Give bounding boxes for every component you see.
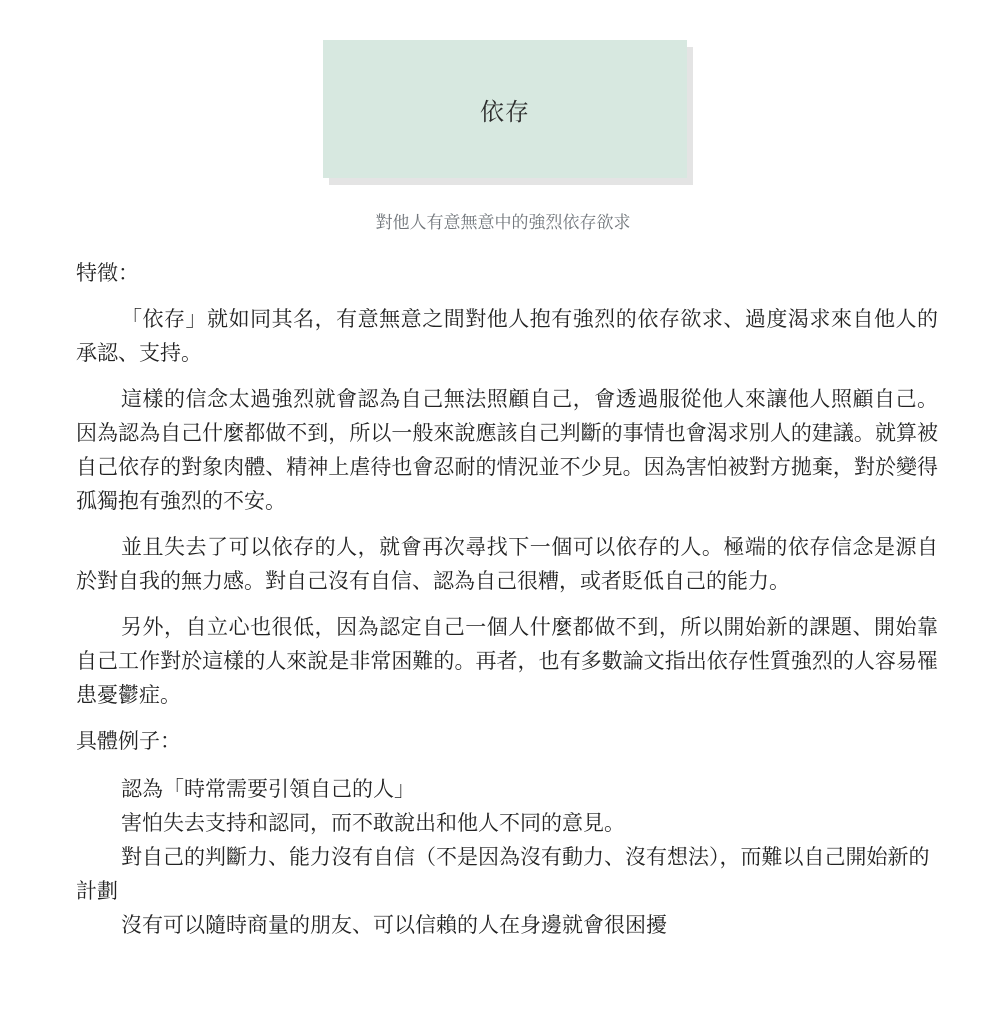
features-paragraph: 並且失去了可以依存的人，就會再次尋找下一個可以依存的人。極端的依存信念是源自於對自我的無力感。對自己沒有自信、認為自己很糟，或者貶低自己的能力。 xyxy=(76,535,938,593)
example-item: 對自己的判斷力、能力沒有自信（不是因為沒有動力、沒有想法），而難以自己開始新的計劃 xyxy=(76,845,930,903)
card-caption: 對他人有意無意中的強烈依存欲求 xyxy=(375,213,631,233)
features-heading: 特徵： xyxy=(76,261,139,285)
article-body xyxy=(76,256,938,942)
example-item: 沒有可以隨時商量的朋友、可以信賴的人在身邊就會很困擾 xyxy=(121,913,667,937)
examples-heading: 具體例子： xyxy=(76,729,181,753)
features-paragraph: 這樣的信念太過強烈就會認為自己無法照顧自己，會透過服從他人來讓他人照顧自己。因為認為自己什麼都做不到，所以一般來說應該自己判斷的事情也會渴求別人的建議。就算被自己依存的對象肉體、精神上虐待也會忍耐的情況並不少見。因為害怕被對方拋棄，對於變得孤獨抱有強烈的不安。 xyxy=(76,387,938,513)
example-item: 害怕失去支持和認同，而不敢說出和他人不同的意見。 xyxy=(121,811,625,835)
example-item: 認為「時常需要引領自己的人」 xyxy=(121,777,415,801)
title-card xyxy=(323,40,687,178)
features-paragraph: 「依存」就如同其名，有意無意之間對他人抱有強烈的依存欲求、過度渴求來自他人的承認、支持。 xyxy=(76,307,938,365)
examples-list xyxy=(76,772,938,942)
card-title: 依存 xyxy=(480,97,530,126)
features-paragraph: 另外，自立心也很低，因為認定自己一個人什麼都做不到，所以開始新的課題、開始靠自己工作對於這樣的人來說是非常困難的。再者，也有多數論文指出依存性質強烈的人容易罹患憂鬱症。 xyxy=(76,615,938,707)
